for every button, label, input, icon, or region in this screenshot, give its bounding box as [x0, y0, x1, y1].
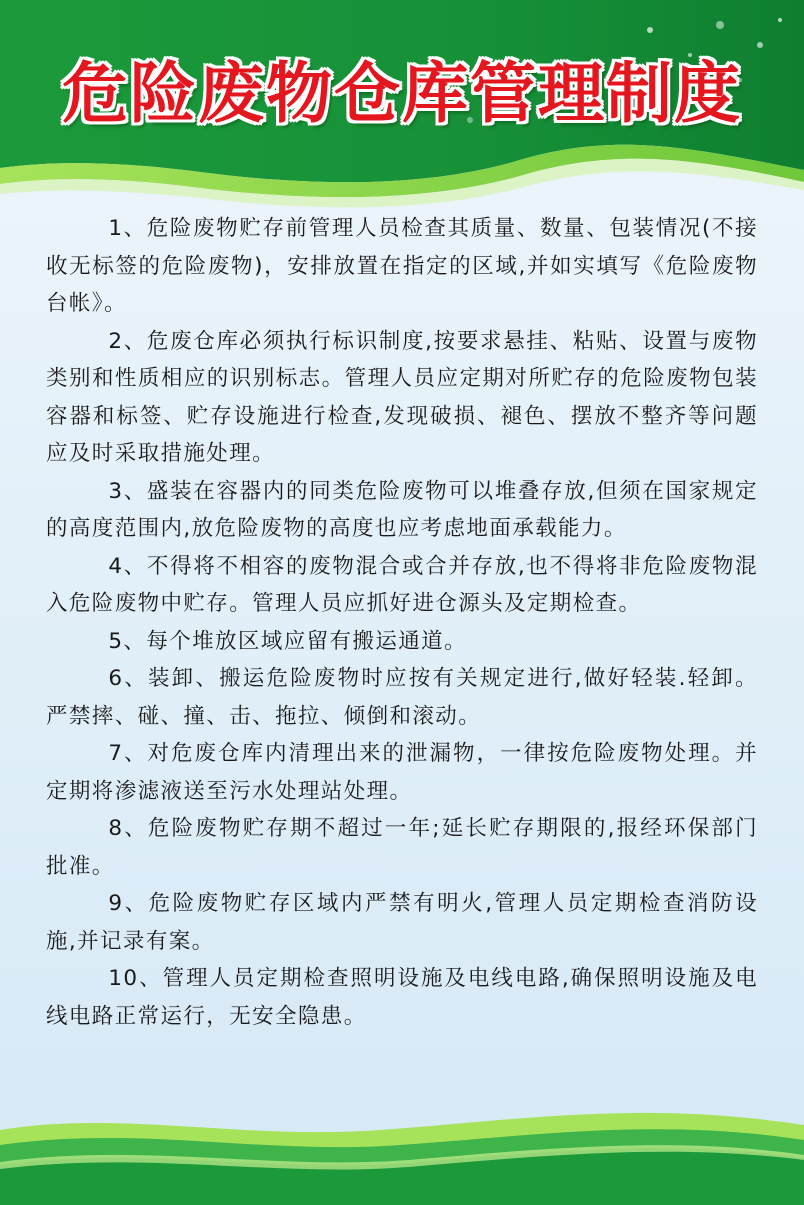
rule-4: 4、不得将不相容的废物混合或合并存放,也不得将非危险废物混入危险废物中贮存。管理人员应抓好进仓源头及定期检查。 — [46, 553, 758, 616]
page-title: 危险废物仓库管理制度 — [62, 55, 742, 132]
rule-1: 1、危险废物贮存前管理人员检查其质量、数量、包装情况(不接收无标签的危险废物)，安排放置在指定的区域,并如实填写《危险废物台帐》。 — [46, 216, 758, 316]
footer-wave — [0, 1100, 804, 1205]
rule-5: 5、每个堆放区域应留有搬运通道。 — [108, 628, 467, 654]
rule-3: 3、盛装在容器内的同类危险废物可以堆叠存放,但须在国家规定的高度范围内,放危险废物的高度也应考虑地面承载能力。 — [46, 478, 758, 541]
rule-6: 6、装卸、搬运危险废物时应按有关规定进行,做好轻装.轻卸。严禁摔、碰、撞、击、拖拉、倾倒和滚动。 — [46, 666, 758, 729]
rule-7: 7、对危废仓库内清理出来的泄漏物，一律按危险废物处理。并定期将渗滤液送至污水处理站处理。 — [46, 741, 758, 804]
rule-10: 10、管理人员定期检查照明设施及电线电路,确保照明设施及电线电路正常运行，无安全隐患。 — [46, 966, 758, 1029]
rule-8: 8、危险废物贮存期不超过一年;延长贮存期限的,报经环保部门批准。 — [46, 816, 758, 879]
rules-list — [46, 210, 758, 1035]
rule-2: 2、危废仓库必须执行标识制度,按要求悬挂、粘贴、设置与废物类别和性质相应的识别标志。管理人员应定期对所贮存的危险废物包装容器和标签、贮存设施进行检查,发现破损、褪色、摆放不整齐等问题应及时采取措施处理。 — [46, 328, 758, 466]
rule-9: 9、危险废物贮存区域内严禁有明火,管理人员定期检查消防设施,并记录有案。 — [46, 891, 758, 954]
